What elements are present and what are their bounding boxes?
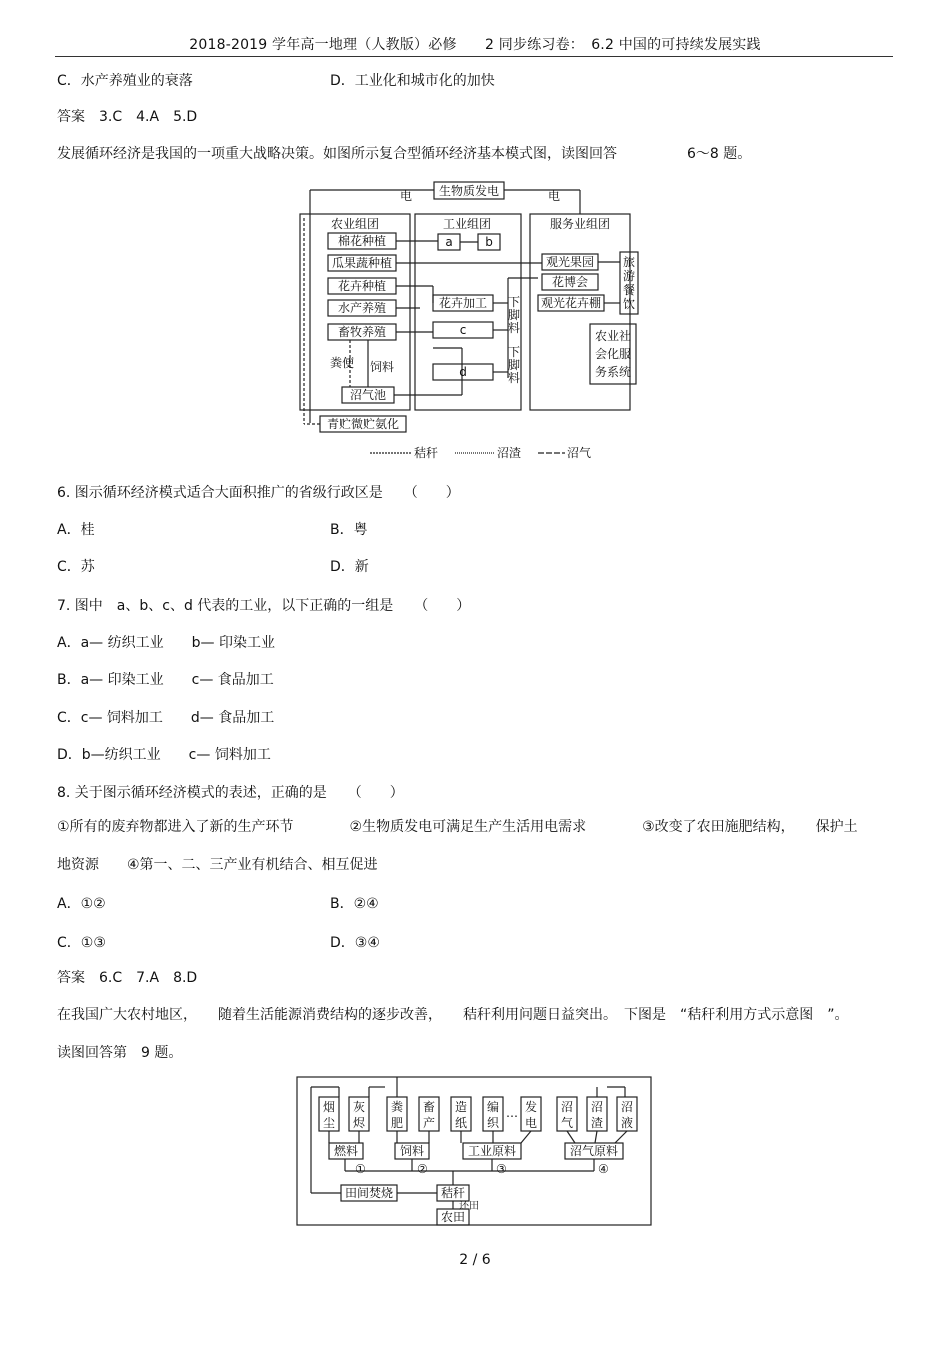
tourism-label: 旅 [622, 255, 636, 269]
scrap-label: 料 [508, 371, 521, 385]
item-top: 气 [560, 1116, 574, 1130]
legend-straw: 秸秆 [414, 446, 439, 460]
item-top: 电 [524, 1116, 538, 1130]
item-top: 尘 [322, 1116, 336, 1130]
intro-9-line2: 读图回答第 9 题。 [57, 1045, 183, 1061]
agri-service-label: 农业社 [594, 329, 632, 343]
q6-option-a: A．桂 [57, 522, 95, 538]
intro-6-8: 发展循环经济是我国的一项重大战略决策。如图所示复合型循环经济基本模式图，读图回答 6～8 题。 [57, 146, 752, 162]
feed-label: 饲料 [399, 1144, 425, 1158]
straw-utilization-diagram [295, 1075, 655, 1230]
agri-item: 瓜果蔬种植 [331, 256, 393, 270]
item-top: 沼 [560, 1100, 574, 1114]
item-top: 编 [486, 1100, 500, 1114]
item-top: 烬 [352, 1116, 366, 1130]
q8-option-c: C．①③ [57, 935, 106, 951]
biogas-material-label: 沼气原料 [569, 1144, 619, 1158]
circle-label: ② [417, 1162, 428, 1176]
header-rule [55, 56, 893, 57]
item-top: 沼 [620, 1100, 634, 1114]
industry-group-label: 工业组团 [442, 217, 492, 231]
q7-option-d: D．b—纺织工业 c— 饲料加工 [57, 747, 271, 763]
item-top: 液 [620, 1116, 634, 1130]
q6-option-c: C．苏 [57, 559, 95, 575]
manure-label: 粪便 [330, 356, 355, 370]
item-top: 纸 [454, 1116, 468, 1130]
service-group-label: 服务业组团 [549, 217, 611, 231]
tourism-label: 餐 [622, 283, 636, 297]
item-top: 织 [486, 1116, 500, 1130]
industry-a: a [445, 235, 453, 249]
circle-label: ① [355, 1162, 366, 1176]
item-top: 产 [422, 1116, 436, 1130]
answer-3-5: 答案 3.C 4.A 5.D [57, 109, 198, 125]
agri-item: 棉花种植 [337, 234, 387, 248]
q8-option-d: D．③④ [330, 935, 380, 951]
item-top: 粪 [390, 1100, 404, 1114]
agri-service-label: 会化服 [594, 347, 632, 361]
scrap-label: 料 [508, 321, 521, 335]
service-item: 观光果园 [545, 255, 595, 269]
circle-label: ④ [598, 1162, 609, 1176]
agri-group-label: 农业组团 [330, 217, 380, 231]
q8-statement-line1: ①所有的废弃物都进入了新的生产环节 ②生物质发电可满足生产生活用电需求 ③改变了农田施肥结构， 保护土 [57, 819, 858, 835]
item-top: 肥 [390, 1116, 404, 1130]
service-item: 观光花卉棚 [540, 296, 602, 310]
electric-left-label: 电 [400, 189, 413, 203]
q5-option-c: C．水产养殖业的衰落 [57, 73, 193, 89]
industrial-material-label: 工业原料 [467, 1144, 517, 1158]
legend-residue: 沼渣 [497, 446, 522, 460]
scrap-label: 脚 [508, 308, 521, 322]
q8-option-a: A．①② [57, 896, 106, 912]
tourism-label: 游 [622, 269, 636, 283]
feed-label: 饲料 [370, 360, 395, 374]
item-top: 畜 [422, 1100, 436, 1114]
q7-option-c: C．c— 饲料加工 d— 食品加工 [57, 710, 275, 726]
q7-option-b: B．a— 印染工业 c— 食品加工 [57, 672, 274, 688]
q7-option-a: A．a— 纺织工业 b— 印染工业 [57, 635, 275, 651]
scrap-label: 下 [508, 345, 521, 359]
industry-d: d [459, 365, 467, 379]
q8-statement-line2: 地资源 ④第一、二、三产业有机结合、相互促进 [57, 857, 378, 873]
item-top: 造 [454, 1100, 468, 1114]
flower-processing-label: 花卉加工 [438, 296, 488, 310]
biogas-pool-label: 沼气池 [349, 388, 387, 402]
item-top: 灰 [352, 1100, 366, 1114]
page-number: 2 / 6 [459, 1252, 491, 1268]
circle-label: ③ [496, 1162, 507, 1176]
fuel-label: 燃料 [333, 1144, 359, 1158]
agri-item: 花卉种植 [337, 279, 387, 293]
legend-biogas: 沼气 [567, 446, 592, 460]
farmland-label: 农田 [440, 1210, 466, 1224]
q5-option-d: D．工业化和城市化的加快 [330, 73, 495, 89]
silage-label: 青贮微贮氨化 [326, 417, 400, 431]
item-top: 沼 [590, 1100, 604, 1114]
q6-option-b: B．粤 [330, 522, 368, 538]
page-header: 2018-2019 学年高一地理（人教版）必修 2 同步练习卷： 6.2 中国的可持续发展实践 [189, 37, 761, 53]
q8-stem: 8. 关于图示循环经济模式的表述，正确的是 （ ） [57, 785, 404, 801]
industry-b: b [485, 235, 493, 249]
scrap-label: 下 [508, 295, 521, 309]
industry-c: c [459, 323, 467, 337]
item-top: 渣 [590, 1116, 604, 1130]
circular-economy-diagram [290, 178, 640, 463]
intro-9-line1: 在我国广大农村地区， 随着生活能源消费结构的逐步改善， 秸秆利用问题日益突出。 下图是 “秸秆利用方式示意图 ”。 [57, 1007, 849, 1023]
q7-stem: 7. 图中 a、b、c、d 代表的工业，以下正确的一组是 （ ） [57, 598, 471, 614]
item-top: 烟 [322, 1100, 336, 1114]
q6-stem: 6. 图示循环经济模式适合大面积推广的省级行政区是 （ ） [57, 485, 460, 501]
ellipsis: … [506, 1106, 518, 1120]
answer-6-8: 答案 6.C 7.A 8.D [57, 970, 198, 986]
q6-option-d: D．新 [330, 559, 369, 575]
agri-service-label: 务系统 [594, 365, 632, 379]
agri-item: 畜牧养殖 [337, 325, 387, 339]
return-field-label: 还田 [459, 1201, 479, 1212]
scrap-label: 脚 [508, 358, 521, 372]
field-burning-label: 田间焚烧 [344, 1186, 394, 1200]
item-top: 发 [524, 1100, 538, 1114]
service-item: 花博会 [551, 275, 589, 289]
electric-right-label: 电 [548, 189, 561, 203]
biomass-power-label: 生物质发电 [438, 184, 500, 198]
q8-option-b: B．②④ [330, 896, 379, 912]
agri-item: 水产养殖 [337, 301, 387, 315]
tourism-label: 饮 [622, 297, 636, 311]
straw-label: 秸秆 [440, 1186, 466, 1200]
